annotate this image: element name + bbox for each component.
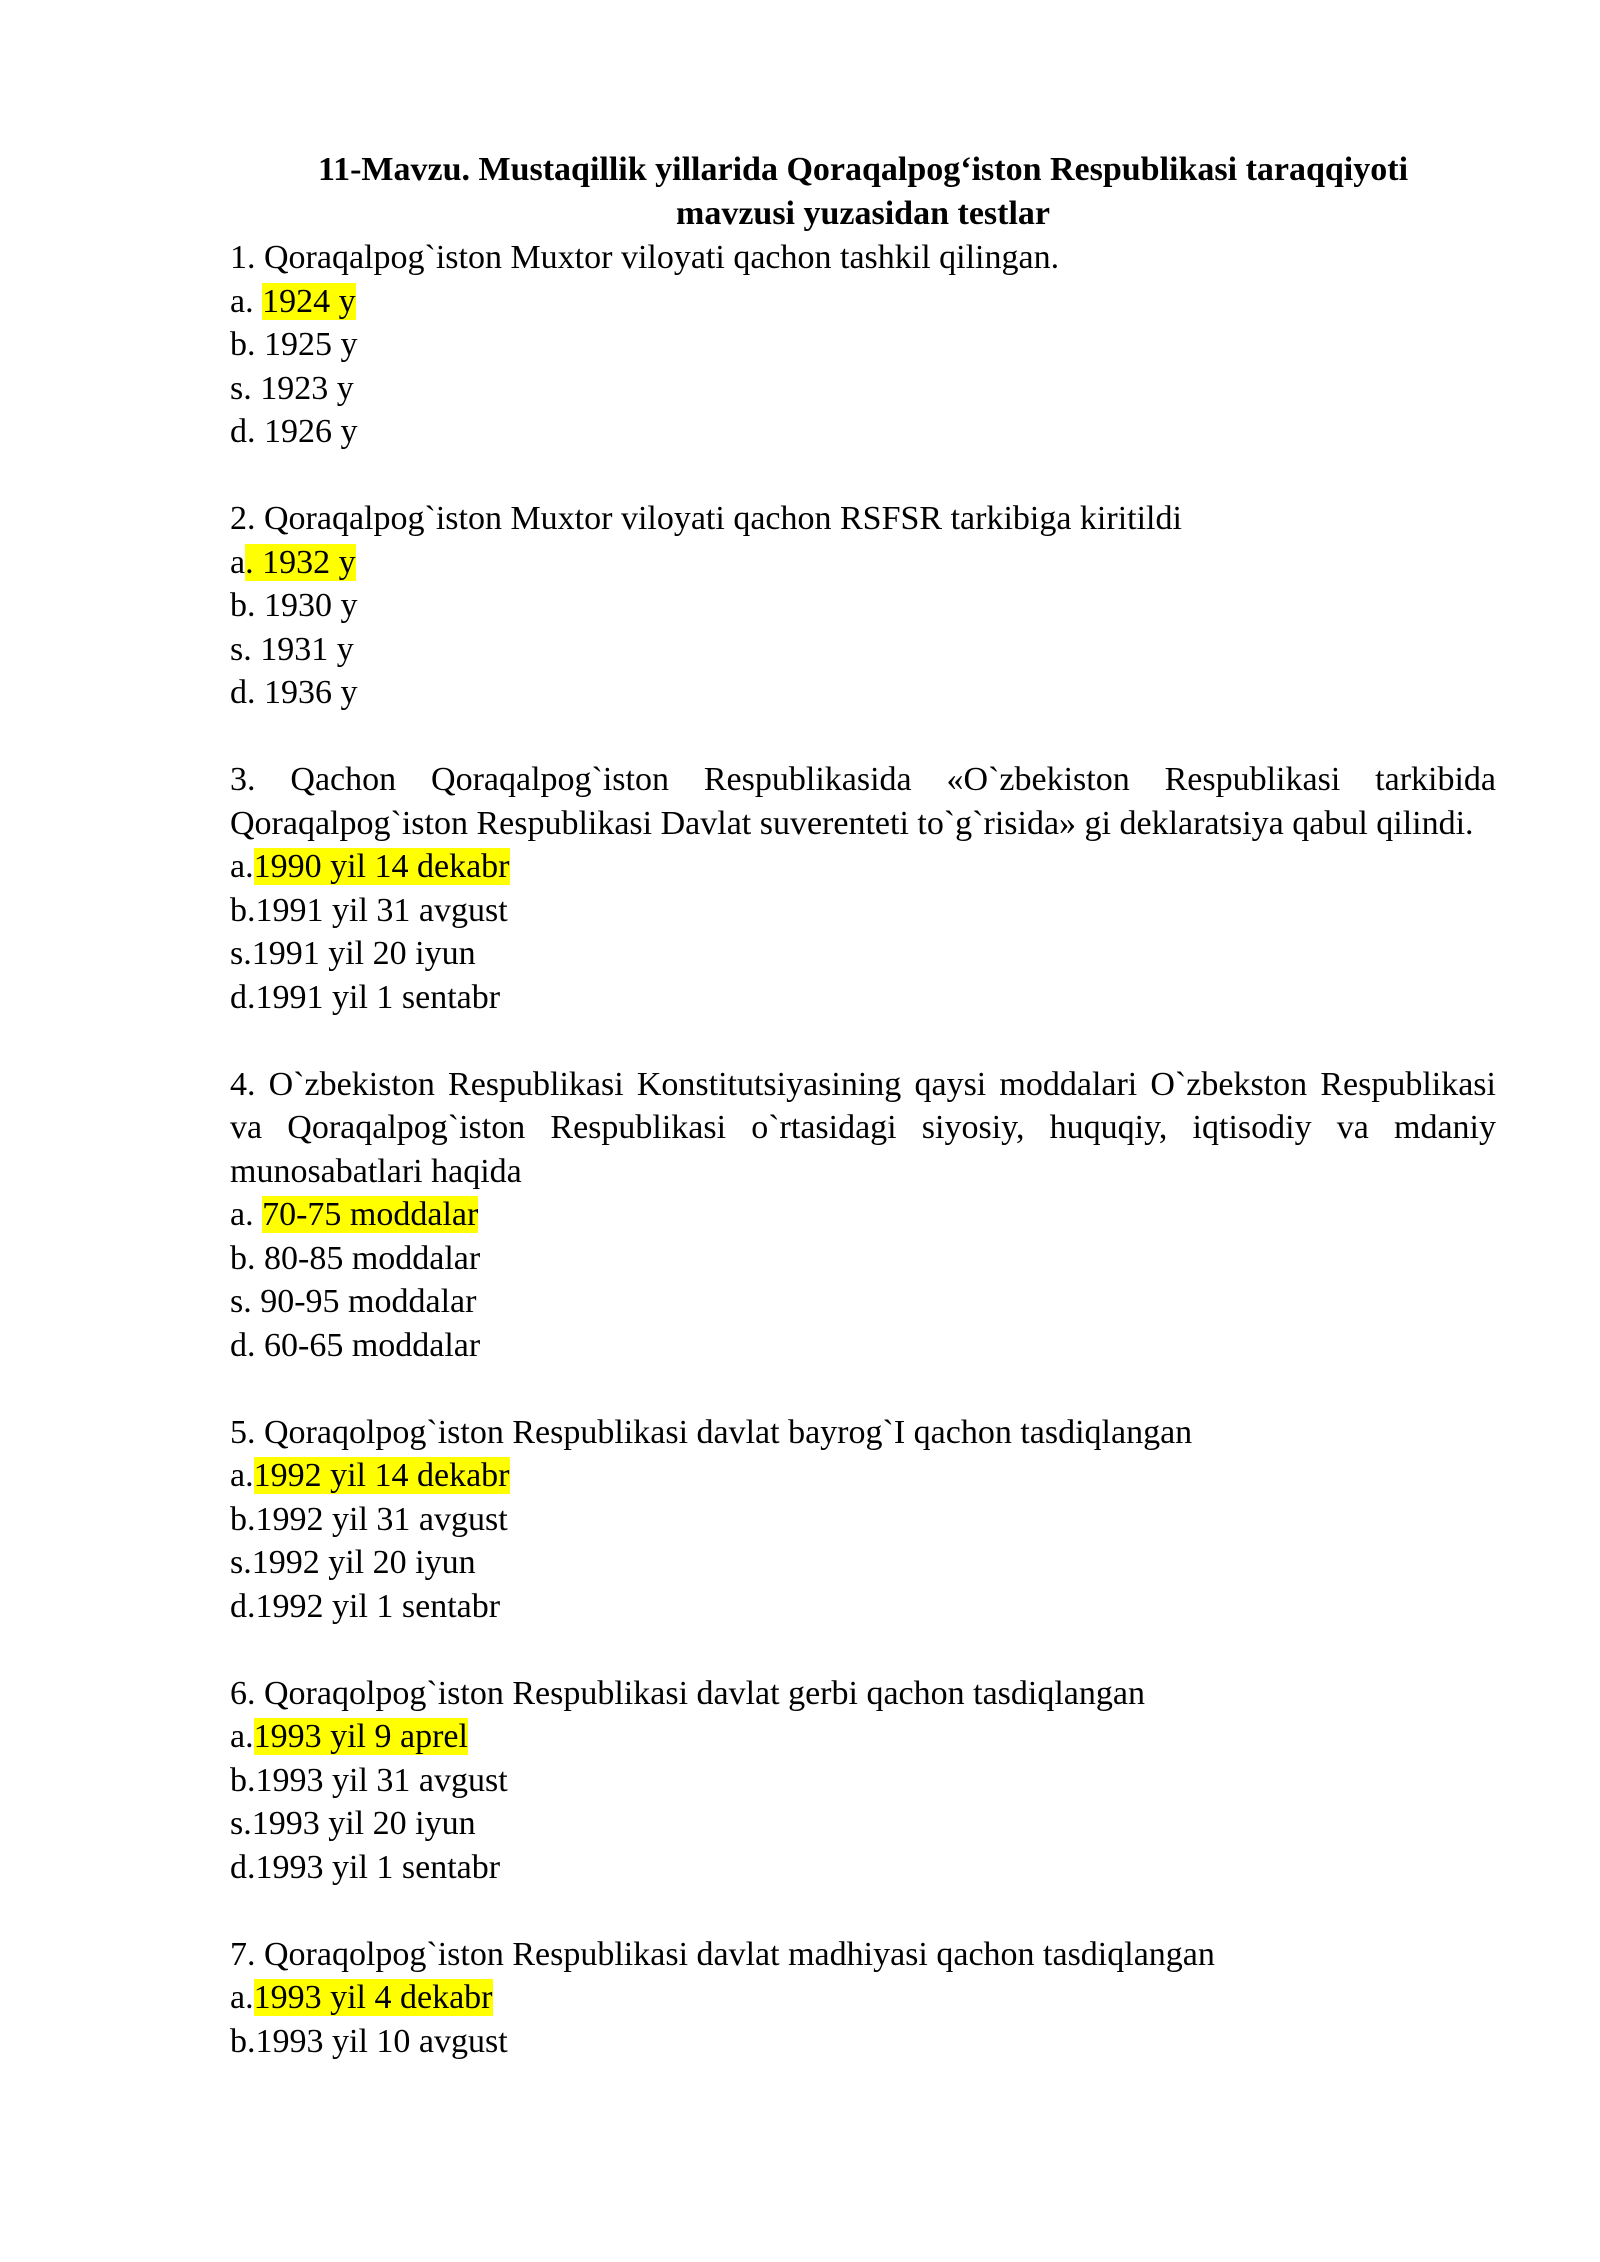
option-s: s. 1931 y <box>230 630 354 668</box>
question-block-5 <box>230 1411 1496 1629</box>
option-d: d. 60-65 moddalar <box>230 1326 481 1364</box>
document-title <box>230 148 1496 236</box>
correct-answer-highlight: 1924 y <box>262 282 356 320</box>
correct-answer-highlight: . 1932 y <box>245 543 356 581</box>
option-b: b.1993 yil 31 avgust <box>230 1761 508 1799</box>
option-b: b. 80-85 moddalar <box>230 1239 481 1277</box>
option-a: a.1993 yil 4 dekabr <box>230 1979 493 2016</box>
question-block-7 <box>230 1933 1496 2064</box>
question-text: 2. Qoraqalpog`iston Muxtor viloyati qachon RSFSR tarkibiga kiritildi <box>230 500 1182 537</box>
option-s: s.1991 yil 20 iyun <box>230 935 476 972</box>
option-a: a.1993 yil 9 aprel <box>230 1718 468 1755</box>
option-b: b. 1925 y <box>230 326 358 363</box>
option-s: s.1993 yil 20 iyun <box>230 1805 476 1842</box>
question-text: 1. Qoraqalpog`iston Muxtor viloyati qachon tashkil qilingan. <box>230 239 1060 276</box>
option-s: s. 1923 y <box>230 369 354 407</box>
correct-answer-highlight: 1993 yil 4 dekabr <box>253 1979 493 2016</box>
question-block-3 <box>230 758 1496 1019</box>
option-d: d. 1936 y <box>230 674 358 711</box>
title-line-2: mavzusi yuzasidan testlar <box>676 195 1050 232</box>
question-block-2 <box>230 497 1496 715</box>
option-a: a.1990 yil 14 dekabr <box>230 848 510 885</box>
title-line-1: 11-Mavzu. Mustaqillik yillarida Qoraqalpog‘iston Respublikasi taraqqiyoti <box>317 151 1409 188</box>
option-d: d.1993 yil 1 sentabr <box>230 1848 501 1886</box>
option-d: d.1992 yil 1 sentabr <box>230 1587 501 1625</box>
question-block-6 <box>230 1672 1496 1890</box>
question-text: 3. Qachon Qoraqalpog`iston Respublikasida «O`zbekiston Respublikasi tarkibida Qoraqalpog`iston Respublikasi Davlat suverenteti to`g`risida» gi deklaratsiya qabul qilindi. <box>230 761 1496 842</box>
question-text: 6. Qoraqolpog`iston Respublikasi davlat gerbi qachon tasdiqlangan <box>230 1674 1145 1712</box>
option-a: a. 70-75 moddalar <box>230 1196 479 1233</box>
question-block-4 <box>230 1063 1496 1368</box>
question-text: 5. Qoraqolpog`iston Respublikasi davlat bayrog`I qachon tasdiqlangan <box>230 1413 1193 1451</box>
question-text: 7. Qoraqolpog`iston Respublikasi davlat madhiyasi qachon tasdiqlangan <box>230 1935 1215 1973</box>
option-b: b. 1930 y <box>230 587 358 624</box>
correct-answer-highlight: 1993 yil 9 aprel <box>253 1718 468 1755</box>
option-b: b.1991 yil 31 avgust <box>230 891 508 929</box>
option-a: a. 1924 y <box>230 282 356 320</box>
correct-answer-highlight: 1990 yil 14 dekabr <box>253 848 510 885</box>
option-a: a.1992 yil 14 dekabr <box>230 1457 510 1494</box>
correct-answer-highlight: 1992 yil 14 dekabr <box>253 1457 510 1494</box>
question-block-1 <box>230 236 1496 454</box>
option-b: b.1992 yil 31 avgust <box>230 1500 508 1538</box>
option-s: s. 90-95 moddalar <box>230 1283 477 1320</box>
option-a: a. 1932 y <box>230 543 356 581</box>
correct-answer-highlight: 70-75 moddalar <box>262 1196 479 1233</box>
option-d: d. 1926 y <box>230 413 358 450</box>
option-s: s.1992 yil 20 iyun <box>230 1544 476 1581</box>
option-b: b.1993 yil 10 avgust <box>230 2022 508 2060</box>
document-page <box>230 148 1496 2107</box>
question-text: 4. O`zbekiston Respublikasi Konstitutsiyasining qaysi moddalari O`zbekston Respublikasi va Qoraqalpog`iston Respublikasi o`rtasidagi siyosiy, huquqiy, iqtisodiy va mdaniy munosabatlari haqida <box>230 1065 1496 1190</box>
option-d: d.1991 yil 1 sentabr <box>230 978 501 1016</box>
